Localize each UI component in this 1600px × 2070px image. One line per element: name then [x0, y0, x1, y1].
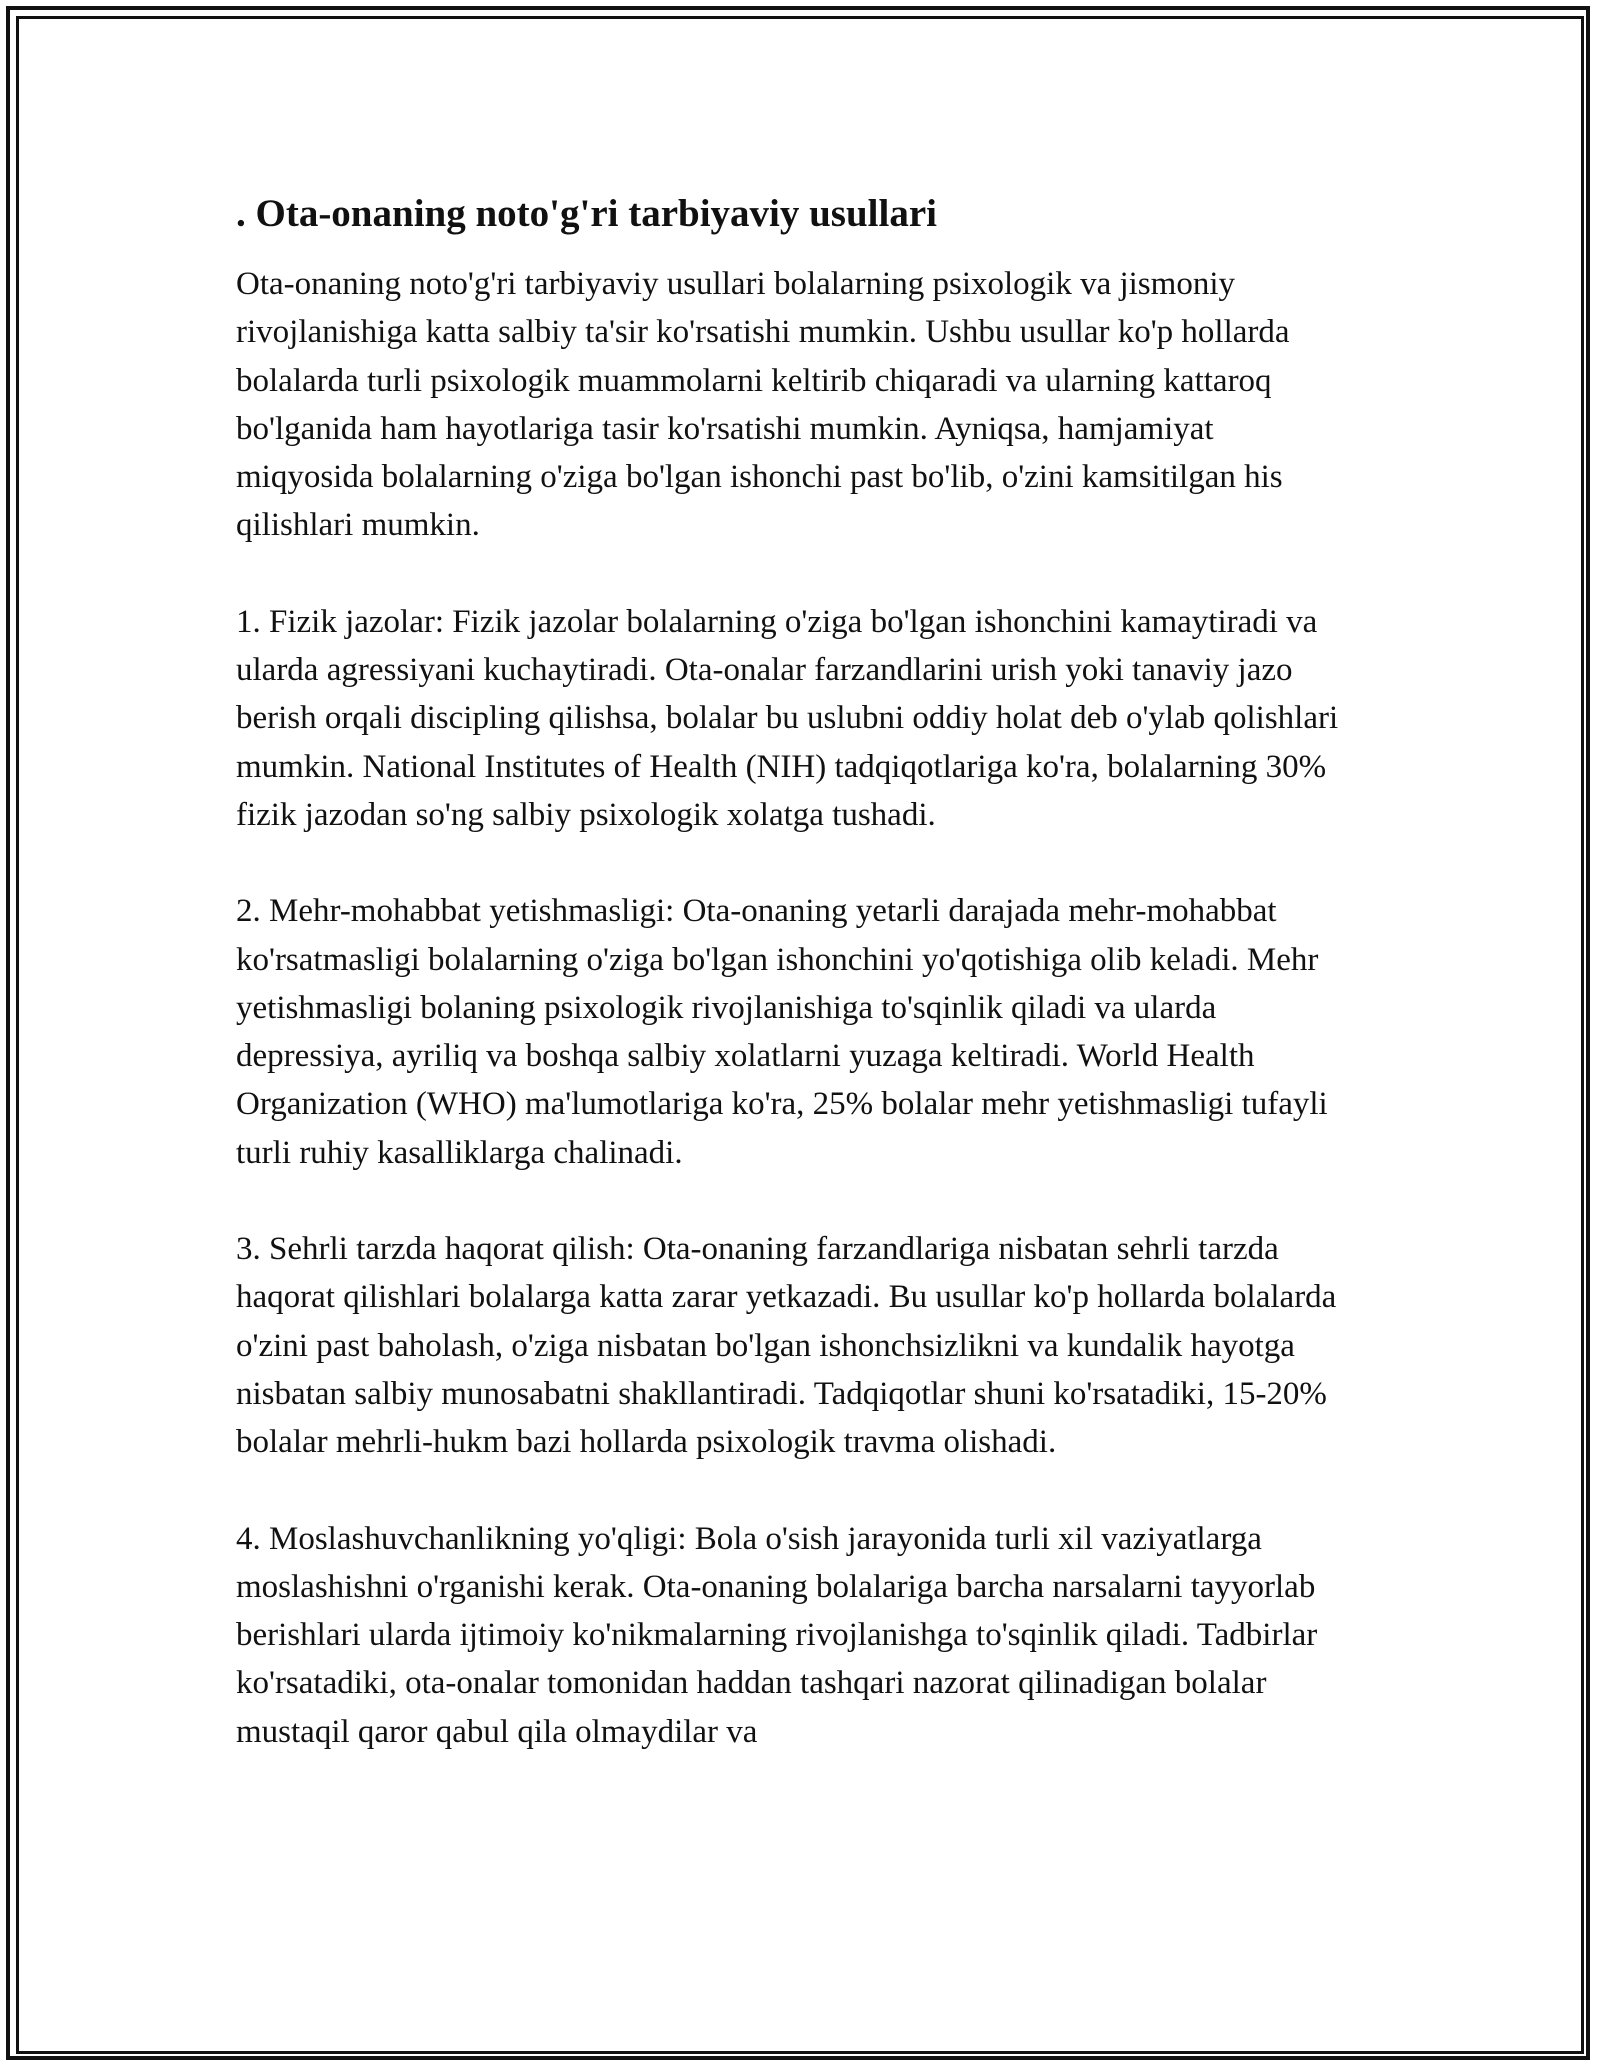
intro-paragraph: Ota-onaning noto'g'ri tarbiyaviy usullari bolalarning psixologik va jismoniy rivojlanishiga katta salbiy ta'sir ko'rsatishi mumkin. Ushbu usullar ko'p hollarda bolalarda turli psixologik muammolarni keltirib chiqaradi va ularning kattaroq bo'lganida ham hayotlariga tasir ko'rsatishi mumkin. Ayniqsa, hamjamiyat miqyosida bolalarning o'ziga bo'lgan ishonchi past bo'lib, o'zini kamsitilgan his qilishlari mumkin.: [236, 266, 1290, 544]
page-title: . Ota-onaning noto'g'ri tarbiyaviy usullari: [236, 192, 937, 235]
paragraph-lack-of-affection: 2. Mehr-mohabbat yetishmasligi: Ota-onaning yetarli darajada mehr-mohabbat ko'rsatmasligi bolalarning o'ziga bo'lgan ishonchini yo'qotishiga olib keladi. Mehr yetishmasligi bolaning psixologik rivojlanishiga to'sqinlik qiladi va ularda depressiya, ayriliq va boshqa salbiy xolatlarni yuzaga keltiradi. World Health Organization (WHO) ma'lumotlariga ko'ra, 25% bolalar mehr yetishmasligi tufayli turli ruhiy kasalliklarga chalinadi.: [236, 893, 1328, 1171]
document-body: [236, 186, 1356, 1804]
paragraph-verbal-abuse: 3. Sehrli tarzda haqorat qilish: Ota-onaning farzandlariga nisbatan sehrli tarzda haqorat qilishlari bolalarga katta zarar yetkazadi. Bu usullar ko'p hollarda bolalarda o'zini past baholash, o'ziga nisbatan bo'lgan ishonchsizlikni va kundalik hayotga nisbatan salbiy munosabatni shakllantiradi. Tadqiqotlar shuni ko'rsatadiki, 15-20% bolalar mehrli-hukm bazi hollarda psixologik travma olishadi.: [236, 1231, 1337, 1461]
paragraph-lack-of-adaptability: 4. Moslashuvchanlikning yo'qligi: Bola o'sish jarayonida turli xil vaziyatlarga moslashishni o'rganishi kerak. Ota-onaning bolalariga barcha narsalarni tayyorlab berishlari ularda ijtimoiy ko'nikmalarning rivojlanishga to'sqinlik qiladi. Tadbirlar ko'rsatadiki, ota-onalar tomonidan haddan tashqari nazorat qilinadigan bolalar mustaqil qaror qabul qila olmaydilar va: [236, 1520, 1318, 1750]
paragraph-physical-punishment: 1. Fizik jazolar: Fizik jazolar bolalarning o'ziga bo'lgan ishonchini kamaytiradi va ularda agressiyani kuchaytiradi. Ota-onalar farzandlarini urish yoki tanaviy jazo berish orqali discipling qilishsa, bolalar bu uslubni oddiy holat deb o'ylab qolishlari mumkin. National Institutes of Health (NIH) tadqiqotlariga ko'ra, bolalarning 30% fizik jazodan so'ng salbiy psixologik xolatga tushadi.: [236, 603, 1339, 833]
